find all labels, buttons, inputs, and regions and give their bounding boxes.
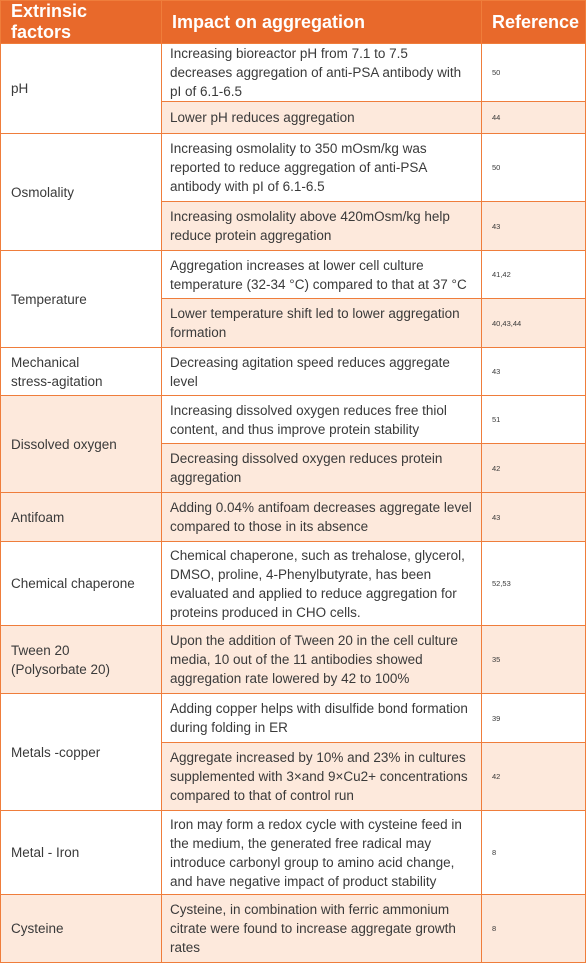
reference-cell: 52,53	[482, 542, 586, 626]
factor-cell: Chemical chaperone	[1, 542, 162, 626]
impact-cell: Iron may form a redox cycle with cysteine feed in the medium, the generated free radical may introduce carbonyl group to amino acid change, and have negative impact of product stability	[162, 811, 482, 895]
reference-cell: 43	[482, 348, 586, 396]
impact-cell: Increasing osmolality above 420mOsm/kg help reduce protein aggregation	[162, 202, 482, 251]
factor-cell: Cysteine	[1, 895, 162, 963]
table-row	[1, 251, 586, 299]
reference-cell: 8	[482, 811, 586, 895]
table-row	[1, 626, 586, 694]
factor-cell: Metals -copper	[1, 694, 162, 811]
reference-cell: 50	[482, 44, 586, 102]
factor-cell: Metal - Iron	[1, 811, 162, 895]
table-row	[1, 396, 586, 444]
impact-cell: Cysteine, in combination with ferric ammonium citrate were found to increase aggregate growth rates	[162, 895, 482, 963]
impact-cell: Lower pH reduces aggregation	[162, 102, 482, 134]
table-row	[1, 348, 586, 396]
impact-cell: Decreasing dissolved oxygen reduces protein aggregation	[162, 444, 482, 493]
table-row	[1, 134, 586, 202]
reference-cell: 8	[482, 895, 586, 963]
reference-cell: 41,42	[482, 251, 586, 299]
reference-cell: 40,43,44	[482, 299, 586, 348]
reference-cell: 43	[482, 493, 586, 542]
impact-cell: Increasing dissolved oxygen reduces free thiol content, and thus improve protein stability	[162, 396, 482, 444]
table-row	[1, 493, 586, 542]
factor-cell: Antifoam	[1, 493, 162, 542]
impact-cell: Increasing bioreactor pH from 7.1 to 7.5 decreases aggregation of anti-PSA antibody with pI of 6.1-6.5	[162, 44, 482, 102]
reference-cell: 44	[482, 102, 586, 134]
table-body	[1, 44, 586, 963]
reference-cell: 39	[482, 694, 586, 743]
table-row	[1, 811, 586, 895]
impact-cell: Chemical chaperone, such as trehalose, glycerol, DMSO, proline, 4-Phenylbutyrate, has been evaluated and applied to reduce aggregation for proteins produced in CHO cells.	[162, 542, 482, 626]
factor-cell: pH	[1, 44, 162, 134]
reference-cell: 35	[482, 626, 586, 694]
reference-cell: 42	[482, 743, 586, 811]
factor-cell: Dissolved oxygen	[1, 396, 162, 493]
reference-cell: 43	[482, 202, 586, 251]
reference-cell: 51	[482, 396, 586, 444]
table-row	[1, 44, 586, 102]
factor-cell: Osmolality	[1, 134, 162, 251]
header-factor: Extrinsic factors	[1, 1, 162, 44]
header-impact: Impact on aggregation	[162, 1, 482, 44]
impact-cell: Adding copper helps with disulfide bond formation during folding in ER	[162, 694, 482, 743]
table-row	[1, 542, 586, 626]
impact-cell: Aggregate increased by 10% and 23% in cultures supplemented with 3×and 9×Cu2+ concentrations compared to that of control run	[162, 743, 482, 811]
table-row	[1, 694, 586, 743]
factor-cell: Tween 20 (Polysorbate 20)	[1, 626, 162, 694]
impact-cell: Lower temperature shift led to lower aggregation formation	[162, 299, 482, 348]
reference-cell: 42	[482, 444, 586, 493]
impact-cell: Upon the addition of Tween 20 in the cell culture media, 10 out of the 11 antibodies showed aggregation rate lowered by 42 to 100%	[162, 626, 482, 694]
header-row	[1, 1, 586, 44]
reference-cell: 50	[482, 134, 586, 202]
factor-cell: Temperature	[1, 251, 162, 348]
impact-cell: Aggregation increases at lower cell culture temperature (32-34 °C) compared to that at 37 °C	[162, 251, 482, 299]
impact-cell: Increasing osmolality to 350 mOsm/kg was reported to reduce aggregation of anti-PSA antibody with pI of 6.1-6.5	[162, 134, 482, 202]
header-reference: Reference	[482, 1, 586, 44]
impact-cell: Decreasing agitation speed reduces aggregate level	[162, 348, 482, 396]
impact-cell: Adding 0.04% antifoam decreases aggregate level compared to those in its absence	[162, 493, 482, 542]
factor-cell: Mechanical stress-agitation	[1, 348, 162, 396]
table-row	[1, 895, 586, 963]
